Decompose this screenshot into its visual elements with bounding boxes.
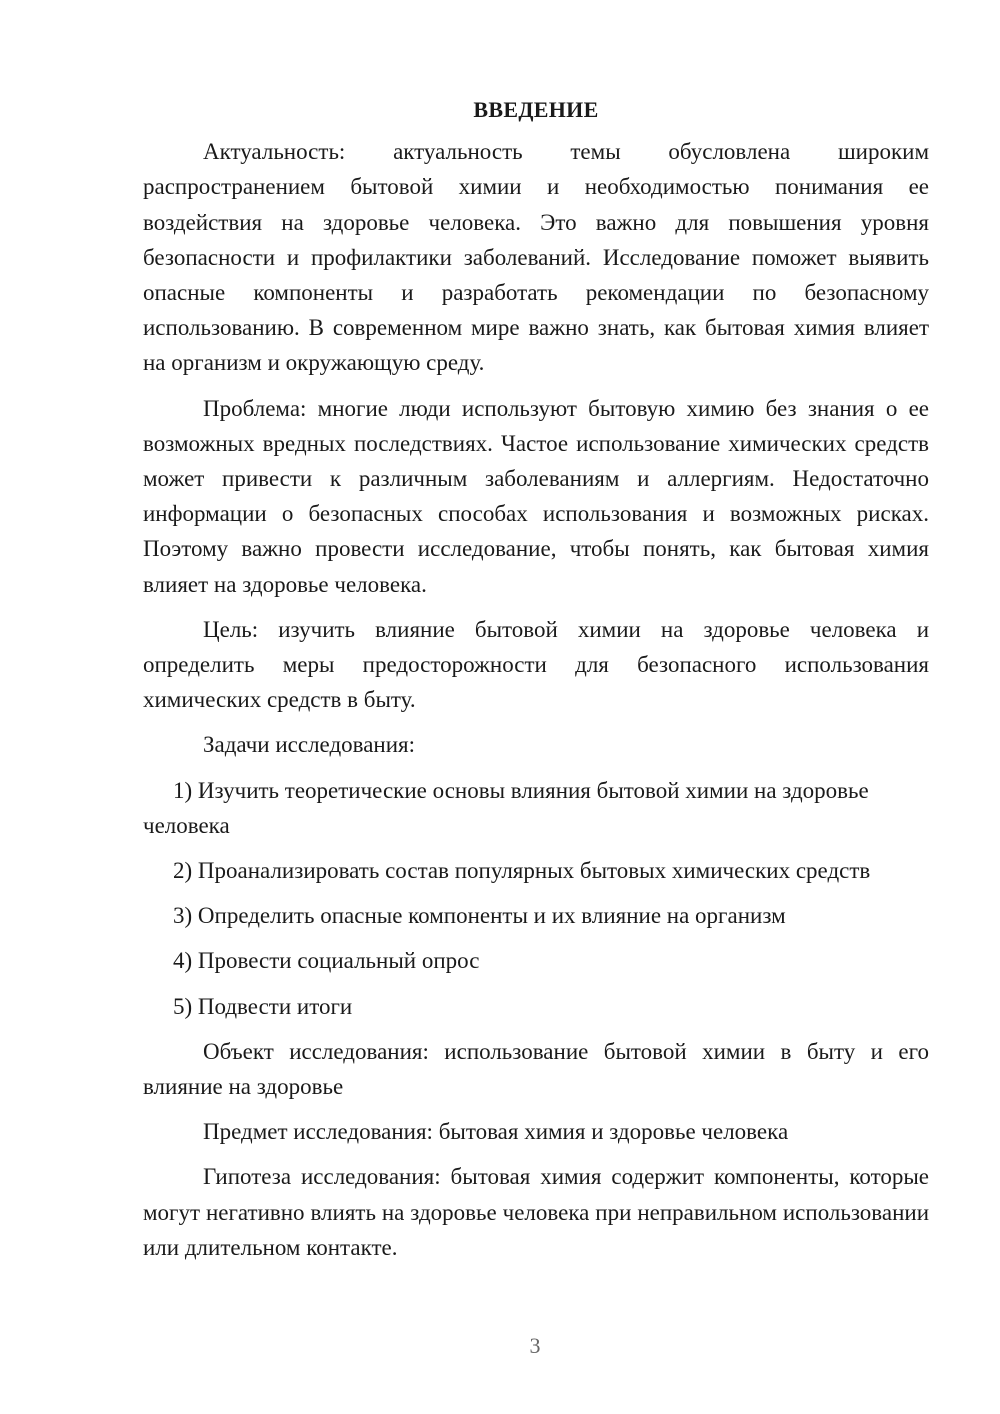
paragraph-object: Объект исследования: использование бытовой химии в быту и его влияние на здоровье [143,1038,929,1100]
section-title: ВВЕДЕНИЕ [473,97,599,122]
paragraph-relevance: Актуальность: актуальность темы обусловлена широким распространением бытовой химии и необходимостью понимания ее воздействия на здоровье человека. Это важно для повышения уровня безопасности и профилактики заболеваний. Исследование поможет выявить опасные компоненты и разработать рекомендации по безопасному использованию. В современном мире важно знать, как бытовая химия влияет на организм и окружающую среду. [143,139,929,376]
paragraph-subject: Предмет исследования: бытовая химия и здоровье человека [203,1119,789,1145]
paragraph-tasks-heading: Задачи исследования: [203,732,416,758]
page-number: 3 [529,1333,541,1358]
list-item-task-3: 3) Определить опасные компоненты и их влияние на организм [173,903,786,929]
list-item-task-5: 5) Подвести итоги [173,993,353,1019]
list-item-task-2: 2) Проанализировать состав популярных бытовых химических средств [173,858,871,884]
list-item-task-1: 1) Изучить теоретические основы влияния бытовой химии на здоровье человека [143,777,869,838]
document-body [143,92,929,1275]
paragraph-problem: Проблема: многие люди используют бытовую химию без знания о ее возможных вредных последствиях. Частое использование химических средств может привести к различным заболеваниям и аллергиям. Недостаточно информации о безопасных способах использования и возможных рисках. Поэтому важно провести исследование, чтобы понять, как бытовая химия влияет на здоровье человека. [143,395,929,597]
list-item-task-4: 4) Провести социальный опрос [173,948,480,974]
paragraph-hypothesis: Гипотеза исследования: бытовая химия содержит компоненты, которые могут негативно влиять на здоровье человека при неправильном использовании или длительном контакте. [143,1164,929,1260]
paragraph-goal: Цель: изучить влияние бытовой химии на здоровье человека и определить меры предосторожности для безопасного использования химических средств в быту. [143,616,929,713]
